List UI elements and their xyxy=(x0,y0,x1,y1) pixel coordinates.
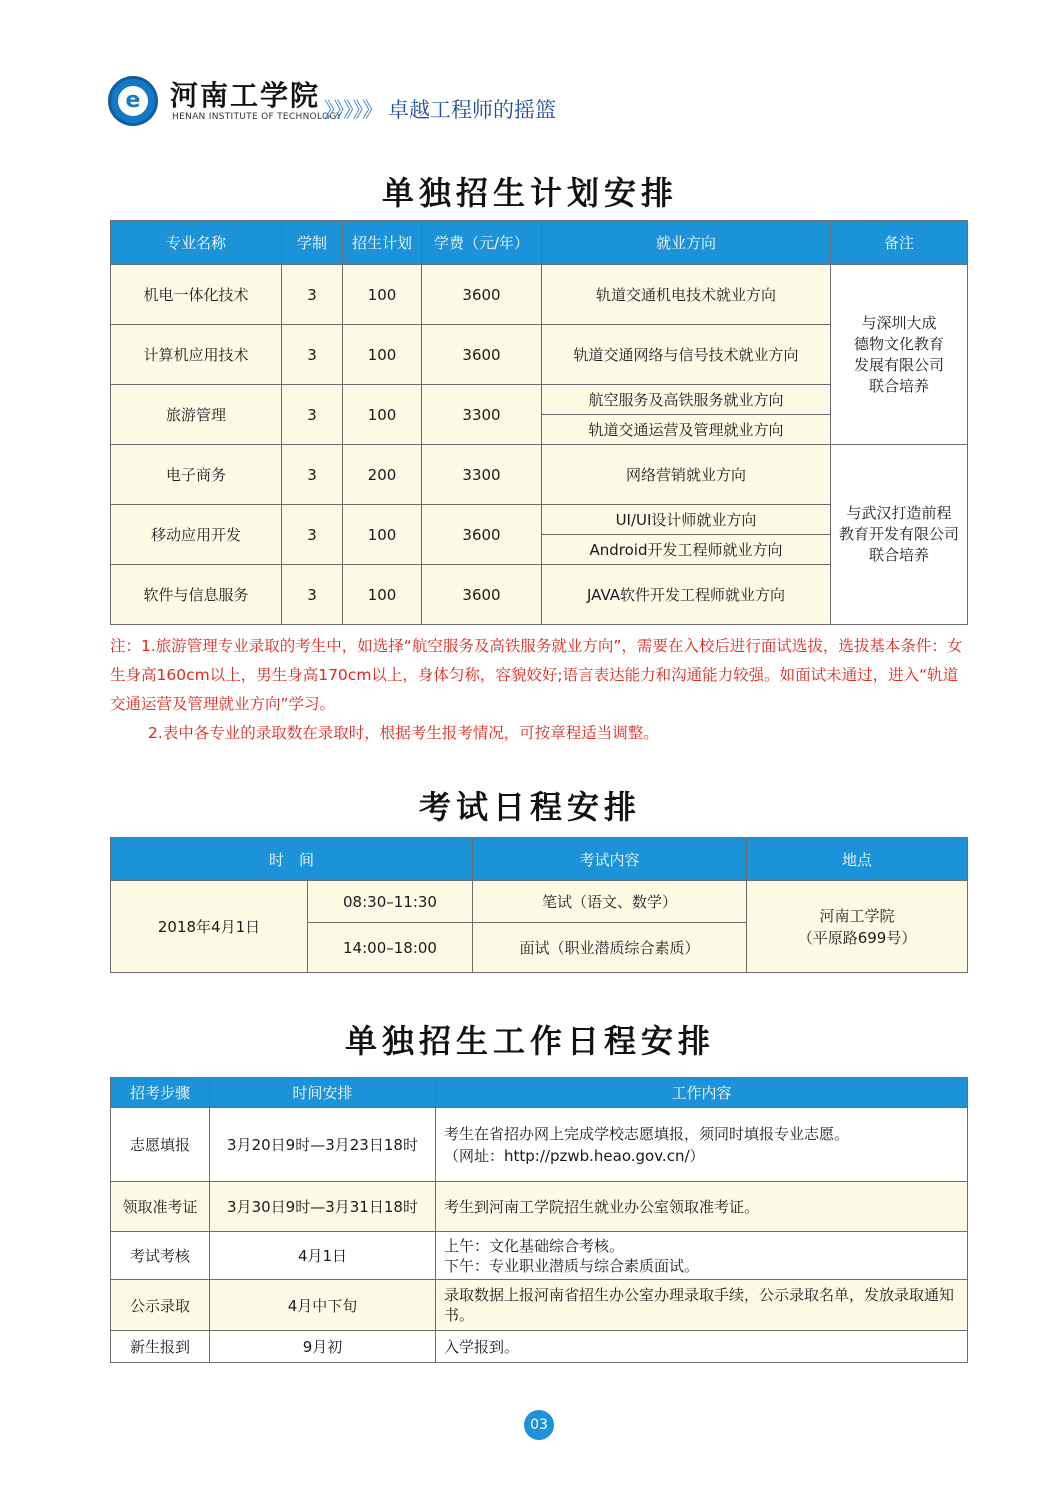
years-cell: 3 xyxy=(282,565,343,625)
work-title: 单独招生工作日程安排 xyxy=(344,1022,715,1060)
major-cell: 计算机应用技术 xyxy=(111,325,282,385)
fee-cell: 3600 xyxy=(422,505,542,565)
slogan-text: 卓越工程师的摇篮 xyxy=(388,98,556,122)
table-header-row xyxy=(111,1078,968,1108)
content-cell: 考生到河南工学院招生就业办公室领取准考证。 xyxy=(436,1182,968,1232)
quota-cell: 100 xyxy=(343,385,422,445)
time-cell: 3月20日9时—3月23日18时 xyxy=(210,1108,436,1182)
step-cell: 领取准考证 xyxy=(111,1182,210,1232)
years-cell: 3 xyxy=(282,385,343,445)
col-header: 工作内容 xyxy=(436,1078,968,1108)
quota-cell: 100 xyxy=(343,265,422,325)
school-logo-icon xyxy=(108,76,158,126)
remark-line: 联合培养 xyxy=(868,546,929,564)
col-header: 地点 xyxy=(747,838,968,881)
col-header: 学制 xyxy=(282,221,343,265)
work-schedule-table xyxy=(110,1077,968,1363)
col-header: 招考步骤 xyxy=(111,1078,210,1108)
exam-schedule-table xyxy=(110,837,968,973)
table-header-row xyxy=(111,838,968,881)
time-cell: 3月30日9时—3月31日18时 xyxy=(210,1182,436,1232)
step-cell: 公示录取 xyxy=(111,1280,210,1331)
date-cell: 2018年4月1日 xyxy=(111,881,308,973)
col-header: 招生计划 xyxy=(343,221,422,265)
table-header-row xyxy=(111,221,968,265)
years-cell: 3 xyxy=(282,445,343,505)
remark-line: 德物文化教育 xyxy=(853,334,944,353)
table-row xyxy=(111,1280,968,1331)
content-cell: 入学报到。 xyxy=(436,1331,968,1363)
direction-cell: 航空服务及高铁服务就业方向 xyxy=(542,385,831,415)
table-row xyxy=(111,265,968,325)
location-line: 河南工学院 xyxy=(819,906,895,925)
remark-cell xyxy=(831,445,968,625)
content-cell xyxy=(436,1108,968,1182)
page-number: 03 xyxy=(524,1410,554,1440)
content-line: 下午：专业职业潜质与综合素质面试。 xyxy=(444,1256,700,1275)
location-line: （平原路699号） xyxy=(797,928,917,947)
notes-block xyxy=(110,632,970,748)
remark-cell xyxy=(831,265,968,445)
page-header xyxy=(108,72,708,132)
location-cell xyxy=(747,881,968,973)
col-header: 时间安排 xyxy=(210,1078,436,1108)
major-cell: 旅游管理 xyxy=(111,385,282,445)
remark-line: 联合培养 xyxy=(868,376,929,395)
direction-cell: UI/UI设计师就业方向 xyxy=(542,505,831,535)
school-name: 河南工学院 xyxy=(170,79,321,112)
table-row xyxy=(111,1182,968,1232)
content-line: 考生在省招办网上完成学校志愿填报，须同时填报专业志愿。 xyxy=(444,1124,850,1143)
direction-cell: 轨道交通运营及管理就业方向 xyxy=(542,415,831,445)
direction-cell: JAVA软件开发工程师就业方向 xyxy=(542,565,831,625)
fee-cell: 3600 xyxy=(422,565,542,625)
remark-line: 发展有限公司 xyxy=(853,355,944,374)
quota-cell: 100 xyxy=(343,565,422,625)
content-cell xyxy=(436,1232,968,1280)
plan-title: 单独招生计划安排 xyxy=(381,174,678,212)
logo-letter: e xyxy=(118,86,148,116)
enrollment-plan-table xyxy=(110,220,968,625)
note-1: 注：1.旅游管理专业录取的考生中，如选择“航空服务及高铁服务就业方向”，需要在入校后进行面试选拔，选拔基本条件：女生身高160cm以上，男生身高170cm以上，身体匀称，容貌姣好;语言表达能力和沟通能力较强。如面试未通过，进入“轨道交通运营及管理就业方向”学习。 xyxy=(110,637,963,713)
col-header: 就业方向 xyxy=(542,221,831,265)
school-name-en: HENAN INSTITUTE OF TECHNOLOGY xyxy=(172,112,342,122)
col-header: 备注 xyxy=(831,221,968,265)
fee-cell: 3300 xyxy=(422,445,542,505)
slogan xyxy=(324,94,556,124)
fee-cell: 3600 xyxy=(422,265,542,325)
exam-title: 考试日程安排 xyxy=(418,788,641,826)
quota-cell: 100 xyxy=(343,505,422,565)
quota-cell: 200 xyxy=(343,445,422,505)
fee-cell: 3600 xyxy=(422,325,542,385)
content-line: 上午：文化基础综合考核。 xyxy=(444,1236,625,1255)
years-cell: 3 xyxy=(282,265,343,325)
col-header: 专业名称 xyxy=(111,221,282,265)
content-cell: 面试（职业潜质综合素质） xyxy=(473,923,747,973)
table-row xyxy=(111,445,968,505)
fee-cell: 3300 xyxy=(422,385,542,445)
table-row xyxy=(111,1232,968,1280)
content-cell: 录取数据上报河南省招生办公室办理录取手续，公示录取名单，发放录取通知书。 xyxy=(436,1280,968,1331)
years-cell: 3 xyxy=(282,505,343,565)
major-cell: 机电一体化技术 xyxy=(111,265,282,325)
table-row xyxy=(111,881,968,923)
step-cell: 考试考核 xyxy=(111,1232,210,1280)
time-cell: 4月1日 xyxy=(210,1232,436,1280)
table-row xyxy=(111,1108,968,1182)
col-header: 时 间 xyxy=(111,838,473,881)
direction-cell: 轨道交通机电技术就业方向 xyxy=(542,265,831,325)
time-cell: 08:30–11:30 xyxy=(308,881,473,923)
years-cell: 3 xyxy=(282,325,343,385)
quota-cell: 100 xyxy=(343,325,422,385)
content-cell: 笔试（语文、数学） xyxy=(473,881,747,923)
note-2: 2.表中各专业的录取数在录取时，根据考生报考情况，可按章程适当调整。 xyxy=(148,724,659,742)
major-cell: 移动应用开发 xyxy=(111,505,282,565)
remark-line: 教育开发有限公司 xyxy=(838,525,959,543)
col-header: 学费（元/年） xyxy=(422,221,542,265)
remark-line: 与武汉打造前程 xyxy=(846,504,952,522)
direction-cell: 轨道交通网络与信号技术就业方向 xyxy=(542,325,831,385)
content-line: （网址：http://pzwb.heao.gov.cn/） xyxy=(444,1146,705,1165)
major-cell: 软件与信息服务 xyxy=(111,565,282,625)
double-chevron-icon: 》》》》》 xyxy=(324,98,382,122)
time-cell: 9月初 xyxy=(210,1331,436,1363)
direction-cell: 网络营销就业方向 xyxy=(542,445,831,505)
major-cell: 电子商务 xyxy=(111,445,282,505)
table-row xyxy=(111,1331,968,1363)
time-cell: 14:00–18:00 xyxy=(308,923,473,973)
step-cell: 新生报到 xyxy=(111,1331,210,1363)
col-header: 考试内容 xyxy=(473,838,747,881)
step-cell: 志愿填报 xyxy=(111,1108,210,1182)
direction-cell: Android开发工程师就业方向 xyxy=(542,535,831,565)
time-cell: 4月中下旬 xyxy=(210,1280,436,1331)
remark-line: 与深圳大成 xyxy=(861,313,937,332)
